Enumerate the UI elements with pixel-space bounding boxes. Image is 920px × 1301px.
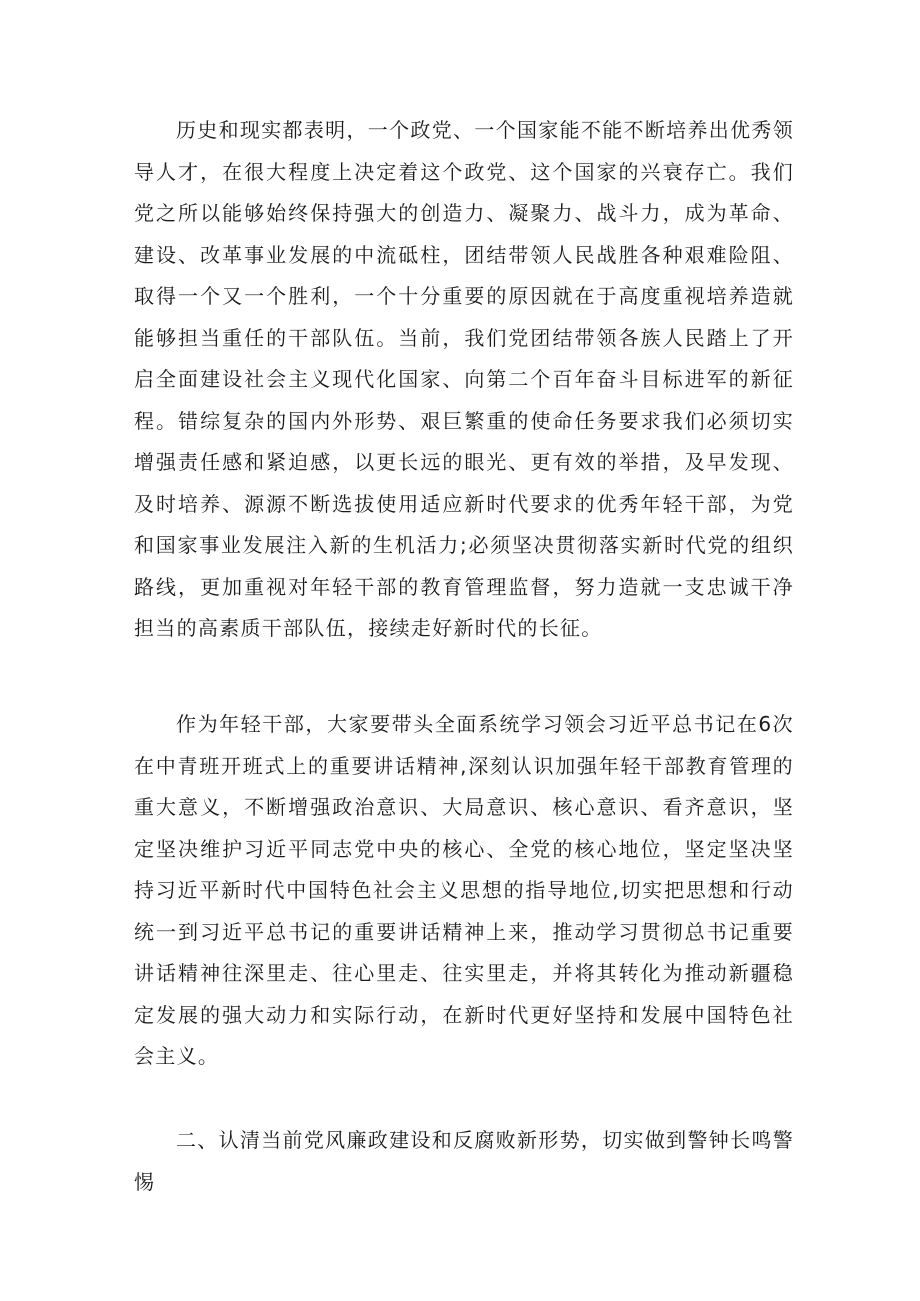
paragraph-1: 历史和现实都表明，一个政党、一个国家能不能不断培养出优秀领导人才，在很大程度上决定着这个政党、这个国家的兴衰存亡。我们党之所以能够始终保持强大的创造力、凝聚力、战斗力，成为革命、建设、改革事业发展的中流砥柱，团结带领人民战胜各种艰难险阻、取得一个又一个胜利，一个十分重要的原因就在于高度重视培养造就能够担当重任的干部队伍。当前，我们党团结带领各族人民踏上了开启全面建设社会主义现代化国家、向第二个百年奋斗目标进军的新征程。错综复杂的国内外形势、艰巨繁重的使命任务要求我们必须切实增强责任感和紧迫感，以更长远的眼光、更有效的举措，及早发现、及时培养、源源不断选拔使用适应新时代要求的优秀年轻干部，为党和国家事业发展注入新的生机活力;必须坚决贯彻落实新时代党的组织路线，更加重视对年轻干部的教育管理监督，努力造就一支忠诚干净担当的高素质干部队伍，接续走好新时代的长征。 (134, 118, 794, 640)
section-heading-2: 二、认清当前党风廉政建设和反腐败新形势，切实做到警钟长鸣警惕 (134, 1128, 794, 1194)
paragraph-2: 作为年轻干部，大家要带头全面系统学习领会习近平总书记在6次在中青班开班式上的重要讲话精神,深刻认识加强年轻干部教育管理的重大意义，不断增强政治意识、大局意识、核心意识、看齐意识，坚定坚决维护习近平同志党中央的核心、全党的核心地位，坚定坚决坚持习近平新时代中国特色社会主义思想的指导地位,切实把思想和行动统一到习近平总书记的重要讲话精神上来，推动学习贯彻总书记重要讲话精神往深里走、往心里走、往实里走，并将其转化为推动新疆稳定发展的强大动力和实际行动，在新时代更好坚持和发展中国特色社会主义。 (134, 712, 794, 1068)
